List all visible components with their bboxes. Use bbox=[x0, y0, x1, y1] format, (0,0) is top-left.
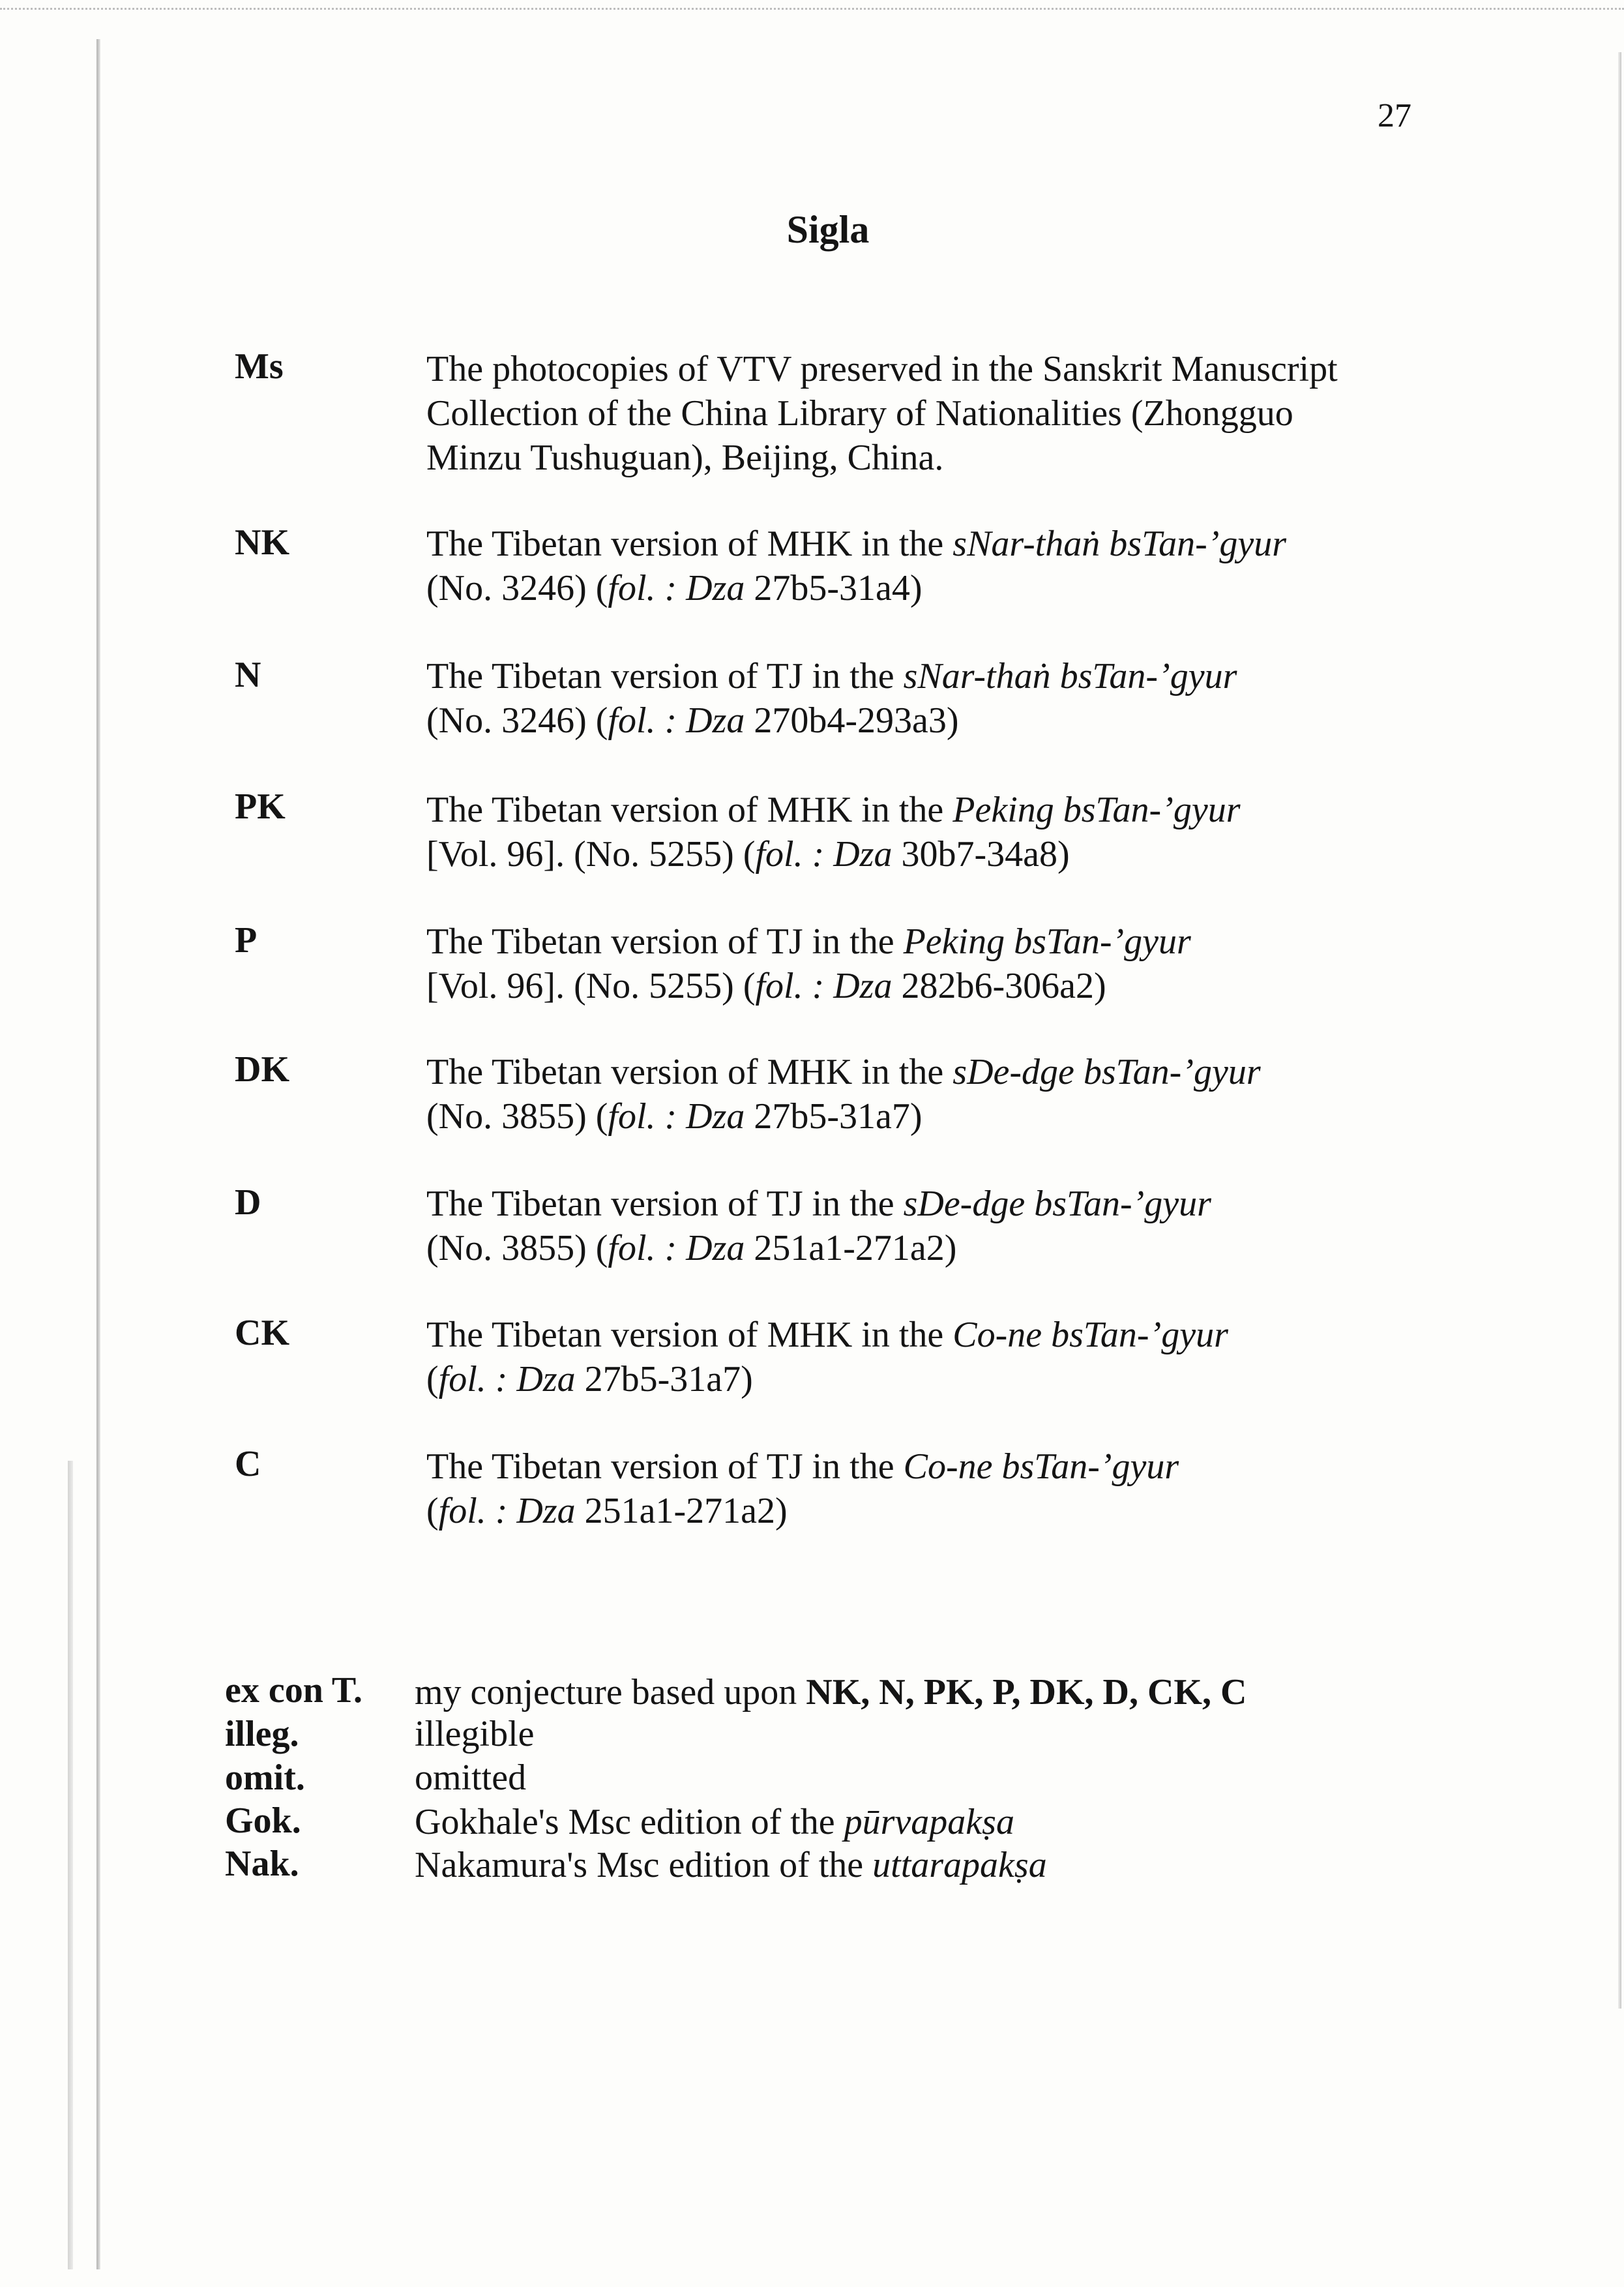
abbr-ex-con-description bbox=[415, 1671, 1247, 1713]
entry-pk-description bbox=[426, 788, 1241, 876]
page-title: Sigla bbox=[786, 208, 870, 251]
desc-italic: fol. : Dza bbox=[608, 1228, 745, 1268]
entry-d-description bbox=[426, 1182, 1211, 1270]
desc-line: Collection of the China Library of Nationalities (Zhongguo bbox=[426, 393, 1293, 434]
desc-text: (No. 3246) ( bbox=[426, 700, 608, 741]
desc-text: Nakamura's Msc edition of the bbox=[415, 1845, 873, 1885]
siglum-n: N bbox=[235, 655, 261, 695]
scan-top-edge bbox=[0, 8, 1624, 10]
entry-ck-description bbox=[426, 1313, 1228, 1401]
desc-text: The Tibetan version of TJ in the bbox=[426, 1184, 904, 1224]
siglum-ck: CK bbox=[235, 1313, 289, 1353]
desc-text: (No. 3855) ( bbox=[426, 1096, 608, 1137]
entry-p-description bbox=[426, 919, 1191, 1008]
desc-text: The Tibetan version of TJ in the bbox=[426, 1446, 904, 1487]
scan-right-edge bbox=[1618, 52, 1621, 2009]
desc-italic: fol. : Dza bbox=[438, 1359, 576, 1399]
abbr-gok-description bbox=[415, 1801, 1014, 1843]
desc-italic: pūrvapakṣa bbox=[844, 1802, 1014, 1842]
abbr-gok: Gok. bbox=[225, 1801, 301, 1841]
entry-dk-description bbox=[426, 1050, 1261, 1139]
desc-italic: fol. : Dza bbox=[608, 700, 745, 741]
desc-text: (No. 3246) ( bbox=[426, 568, 608, 608]
siglum-c: C bbox=[235, 1444, 261, 1484]
desc-italic: uttarapakṣa bbox=[872, 1845, 1047, 1885]
desc-text: 27b5-31a4) bbox=[745, 568, 923, 608]
siglum-nk: NK bbox=[235, 522, 289, 563]
desc-italic: fol. : Dza bbox=[438, 1491, 576, 1531]
desc-text: (No. 3855) ( bbox=[426, 1228, 608, 1268]
desc-text: 282b6-306a2) bbox=[892, 966, 1106, 1006]
desc-text: The Tibetan version of TJ in the bbox=[426, 656, 904, 696]
desc-text: 270b4-293a3) bbox=[745, 700, 959, 741]
desc-italic: fol. : Dza bbox=[755, 966, 893, 1006]
siglum-d: D bbox=[235, 1182, 261, 1223]
desc-bold: NK, N, PK, P, DK, D, CK, C bbox=[806, 1672, 1247, 1712]
abbr-nak-description bbox=[415, 1844, 1047, 1886]
desc-text: [Vol. 96]. (No. 5255) ( bbox=[426, 966, 756, 1006]
desc-text: my conjecture based upon bbox=[415, 1672, 806, 1712]
entry-nk-description bbox=[426, 522, 1286, 610]
entry-c-description bbox=[426, 1444, 1179, 1533]
desc-italic: fol. : Dza bbox=[608, 1096, 745, 1137]
siglum-pk: PK bbox=[235, 786, 286, 827]
desc-italic: sDe-dge bsTan-’gyur bbox=[903, 1184, 1211, 1224]
abbr-omit: omit. bbox=[225, 1757, 305, 1798]
desc-italic: fol. : Dza bbox=[608, 568, 745, 608]
page-number: 27 bbox=[1378, 97, 1411, 134]
abbr-illeg: illeg. bbox=[225, 1714, 299, 1754]
abbr-ex-con: ex con T. bbox=[225, 1670, 363, 1711]
siglum-p: P bbox=[235, 920, 258, 961]
desc-italic: fol. : Dza bbox=[755, 834, 893, 874]
siglum-dk: DK bbox=[235, 1049, 289, 1090]
siglum-ms: Ms bbox=[235, 346, 284, 387]
abbr-illeg-description: illegible bbox=[415, 1714, 535, 1754]
desc-text: 27b5-31a7) bbox=[745, 1096, 923, 1137]
desc-italic: Peking bsTan-’gyur bbox=[903, 921, 1191, 962]
desc-italic: sDe-dge bsTan-’gyur bbox=[952, 1052, 1261, 1092]
desc-text: [Vol. 96]. (No. 5255) ( bbox=[426, 834, 756, 874]
abbr-nak: Nak. bbox=[225, 1844, 299, 1884]
desc-italic: Co-ne bsTan-’gyur bbox=[903, 1446, 1179, 1487]
entry-ms-description bbox=[426, 347, 1338, 480]
abbr-omit-description: omitted bbox=[415, 1757, 527, 1798]
entry-n-description bbox=[426, 654, 1237, 743]
desc-text: The Tibetan version of MHK in the bbox=[426, 790, 953, 830]
desc-text: The Tibetan version of MHK in the bbox=[426, 1315, 953, 1355]
desc-text: ( bbox=[426, 1491, 439, 1531]
desc-italic: sNar-thaṅ bsTan-’gyur bbox=[903, 656, 1237, 696]
desc-text: 251a1-271a2) bbox=[575, 1491, 788, 1531]
scan-binding-shadow bbox=[96, 39, 100, 2269]
desc-italic: sNar-thaṅ bsTan-’gyur bbox=[952, 524, 1287, 564]
desc-text: The Tibetan version of TJ in the bbox=[426, 921, 904, 962]
scan-binding-shadow-lower bbox=[68, 1461, 73, 2269]
desc-text: The Tibetan version of MHK in the bbox=[426, 1052, 953, 1092]
desc-line: The photocopies of VTV preserved in the Sanskrit Manuscript bbox=[426, 349, 1338, 389]
desc-text: Gokhale's Msc edition of the bbox=[415, 1802, 844, 1842]
desc-italic: Co-ne bsTan-’gyur bbox=[952, 1315, 1228, 1355]
desc-text: 30b7-34a8) bbox=[892, 834, 1070, 874]
desc-text: 251a1-271a2) bbox=[745, 1228, 957, 1268]
desc-text: The Tibetan version of MHK in the bbox=[426, 524, 953, 564]
desc-italic: Peking bsTan-’gyur bbox=[952, 790, 1241, 830]
desc-line: Minzu Tushuguan), Beijing, China. bbox=[426, 438, 944, 478]
desc-text: ( bbox=[426, 1359, 439, 1399]
desc-text: 27b5-31a7) bbox=[575, 1359, 753, 1399]
